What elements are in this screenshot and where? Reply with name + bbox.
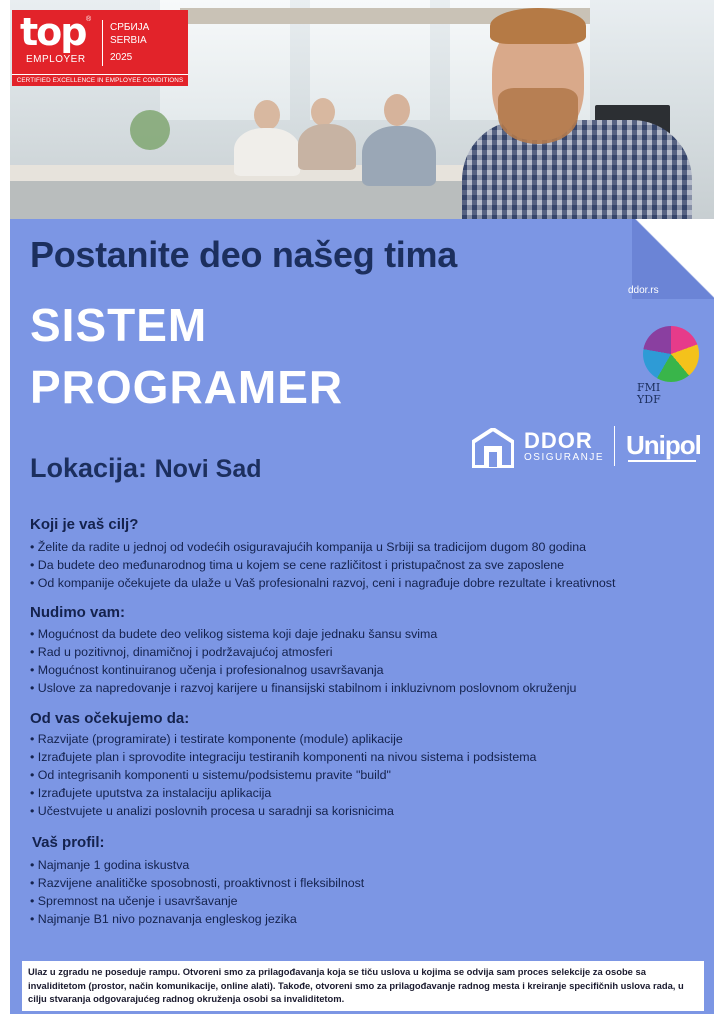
location bbox=[30, 453, 262, 484]
top-employer-badge bbox=[12, 10, 188, 86]
list-item: • Želite da radite u jednoj od vodećih osiguravajućih kompanija u Srbiji sa tradicijom dugom 80 godina bbox=[30, 538, 710, 556]
profile-list bbox=[30, 856, 710, 928]
list-item: • Razvijate (programirate) i testirate komponente (module) aplikacije bbox=[30, 730, 710, 748]
badge-certified-text: CERTIFIED EXCELLENCE IN EMPLOYEE CONDITIONS bbox=[12, 74, 188, 86]
list-item: • Razvijene analitičke sposobnosti, proaktivnost i fleksibilnost bbox=[30, 874, 710, 892]
fmi-logo-line-2: YDF bbox=[637, 393, 661, 406]
list-item: • Uslove za napredovanje i razvoj karijere u finansijski stabilnom i inkluzivnom poslovnom okruženju bbox=[30, 679, 710, 697]
ddor-logo-subtitle: OSIGURANJE bbox=[524, 452, 605, 463]
list-item: • Najmanje 1 godina iskustva bbox=[30, 856, 710, 874]
list-item: • Mogućnost kontinuiranog učenja i profesionalnog usavršavanja bbox=[30, 661, 710, 679]
unipol-logo: Unipol bbox=[626, 430, 701, 460]
badge-country: SERBIA bbox=[110, 35, 147, 46]
headline: Postanite deo našeg tima bbox=[30, 234, 457, 275]
goals-list bbox=[30, 538, 710, 592]
offer-list bbox=[30, 625, 710, 697]
list-item: • Najmanje B1 nivo poznavanja engleskog jezika bbox=[30, 910, 710, 928]
list-item: • Izrađujete uputstva za instalaciju aplikacija bbox=[30, 784, 710, 802]
section-title-goals: Koji je vaš cilj? bbox=[30, 516, 139, 533]
list-item: • Od integrisanih komponenti u sistemu/podsistemu pravite "build" bbox=[30, 766, 710, 784]
fmi-logo-line-1: FMI bbox=[637, 381, 661, 394]
section-title-offer: Nudimo vam: bbox=[30, 604, 126, 621]
badge-country-cyrillic: СРБИЈА bbox=[110, 22, 150, 33]
unipol-logo-underline bbox=[628, 460, 696, 462]
list-item: • Mogućnost da budete deo velikog sistema koji daje jednaku šansu svima bbox=[30, 625, 710, 643]
list-item: • Rad u pozitivnoj, dinamičnoj i podržavajućoj atmosferi bbox=[30, 643, 710, 661]
location-city: Novi Sad bbox=[154, 455, 262, 483]
ddor-logo-name: DDOR bbox=[524, 428, 593, 453]
list-item: • Od kompanije očekujete da ulaže u Vaš profesionalni razvoj, ceni i nagrađuje dobre rezultate i kreativnost bbox=[30, 574, 710, 592]
logo-divider bbox=[614, 426, 615, 466]
badge-registered-mark: ® bbox=[86, 16, 92, 23]
website-link[interactable]: ddor.rs bbox=[628, 285, 659, 296]
section-title-profile: Vaš profil: bbox=[32, 834, 105, 851]
job-title-line-1: SISTEM bbox=[30, 299, 208, 351]
badge-top-logo: top bbox=[20, 10, 86, 54]
badge-employer-label: EMPLOYER bbox=[26, 54, 86, 65]
list-item: • Spremnost na učenje i usavršavanje bbox=[30, 892, 710, 910]
accessibility-note: Ulaz u zgradu ne poseduje rampu. Otvoreni smo za prilagođavanja koja se tiču uslova u kojima se odvija sam proces selekcije za osobe sa invaliditetom (prostor, način komunikacije, online alati). Takođe, otvoreni smo za prilagođavanje radnog mesta i kreiranje specifičnih uslova rada, u cilju stvaranja odgovarajućeg radnog okruženja osobi sa invaliditetom. bbox=[22, 961, 704, 1011]
list-item: • Učestvujete u analizi poslovnih procesa u saradnji sa korisnicima bbox=[30, 802, 710, 820]
location-label: Lokacija: bbox=[30, 453, 148, 483]
fmi-logo-icon bbox=[643, 326, 699, 382]
job-title-line-2: PROGRAMER bbox=[30, 361, 344, 413]
expectations-list bbox=[30, 730, 710, 820]
badge-divider bbox=[102, 20, 103, 66]
list-item: • Da budete deo međunarodnog tima u kojem se cene različitost i pristupačnost za sve zaposlene bbox=[30, 556, 710, 574]
list-item: • Izrađujete plan i sprovodite integraciju testiranih komponenti na nivou sistema i podsistema bbox=[30, 748, 710, 766]
ddor-house-icon bbox=[472, 428, 514, 468]
section-title-expectations: Od vas očekujemo da: bbox=[30, 710, 190, 727]
badge-year: 2025 bbox=[110, 52, 133, 63]
fmi-logo-text bbox=[637, 382, 661, 406]
